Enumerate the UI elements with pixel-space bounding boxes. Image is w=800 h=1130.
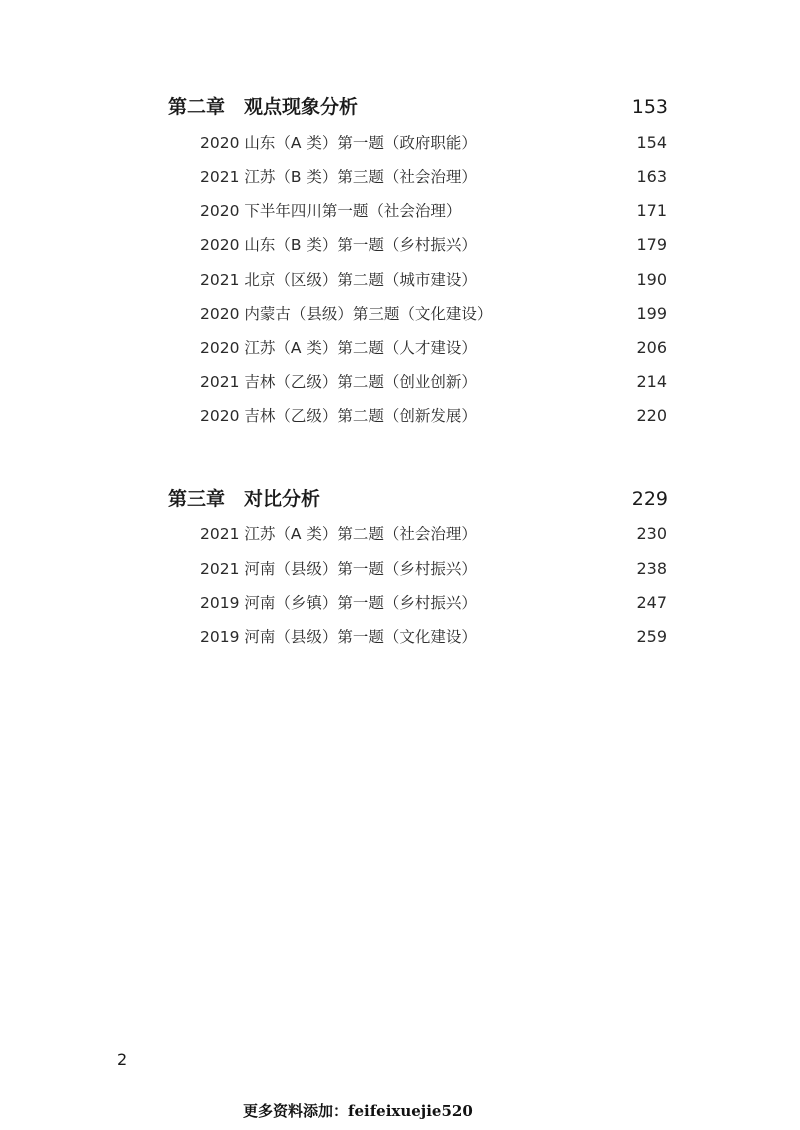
entry-title: 2021 河南（县级）第一题（乡村振兴） bbox=[200, 560, 477, 578]
toc-entry[interactable] bbox=[200, 404, 667, 426]
entry-title: 2019 河南（乡镇）第一题（乡村振兴） bbox=[200, 594, 477, 612]
entry-page: 238 bbox=[636, 559, 667, 578]
entry-page: 179 bbox=[636, 235, 667, 254]
footer-note: 更多资料添加：feifeixuejie520 bbox=[243, 1102, 473, 1120]
entry-title: 2021 江苏（B 类）第三题（社会治理） bbox=[200, 168, 477, 186]
entry-page: 190 bbox=[636, 270, 667, 289]
entry-title: 2020 下半年四川第一题（社会治理） bbox=[200, 202, 462, 220]
toc-entry[interactable] bbox=[200, 557, 667, 579]
entry-page: 171 bbox=[636, 201, 667, 220]
entry-page: 154 bbox=[636, 133, 667, 152]
entry-page: 230 bbox=[636, 524, 667, 543]
toc-entry[interactable] bbox=[200, 199, 667, 221]
toc-entry[interactable] bbox=[200, 131, 667, 153]
entry-page: 214 bbox=[636, 372, 667, 391]
entry-page: 247 bbox=[636, 593, 667, 612]
entry-page: 206 bbox=[636, 338, 667, 357]
chapter-page: 229 bbox=[631, 488, 668, 510]
toc-entry[interactable] bbox=[200, 233, 667, 255]
entry-title: 2019 河南（县级）第一题（文化建设） bbox=[200, 628, 477, 646]
chapter-page: 153 bbox=[631, 96, 668, 118]
toc-entry[interactable] bbox=[200, 625, 667, 647]
entry-title: 2020 内蒙古（县级）第三题（文化建设） bbox=[200, 305, 493, 323]
toc-entry[interactable] bbox=[200, 268, 667, 290]
entry-title: 2020 山东（B 类）第一题（乡村振兴） bbox=[200, 236, 477, 254]
toc-entry[interactable] bbox=[200, 302, 667, 324]
entry-title: 2021 北京（区级）第二题（城市建设） bbox=[200, 271, 477, 289]
entry-title: 2020 江苏（A 类）第二题（人才建设） bbox=[200, 339, 477, 357]
entry-page: 259 bbox=[636, 627, 667, 646]
entry-title: 2020 吉林（乙级）第二题（创新发展） bbox=[200, 407, 477, 425]
entry-title: 2020 山东（A 类）第一题（政府职能） bbox=[200, 134, 477, 152]
toc-entry[interactable] bbox=[200, 522, 667, 544]
chapter-heading[interactable] bbox=[168, 92, 668, 119]
page-number: 2 bbox=[117, 1050, 128, 1069]
toc-entry[interactable] bbox=[200, 336, 667, 358]
chapter-title: 第三章 对比分析 bbox=[168, 488, 321, 510]
toc-entry[interactable] bbox=[200, 591, 667, 613]
chapter-heading[interactable] bbox=[168, 484, 668, 511]
entry-page: 199 bbox=[636, 304, 667, 323]
toc-entry[interactable] bbox=[200, 165, 667, 187]
entry-page: 163 bbox=[636, 167, 667, 186]
toc-entry[interactable] bbox=[200, 370, 667, 392]
chapter-title: 第二章 观点现象分析 bbox=[168, 96, 359, 118]
entry-title: 2021 吉林（乙级）第二题（创业创新） bbox=[200, 373, 477, 391]
entry-page: 220 bbox=[636, 406, 667, 425]
entry-title: 2021 江苏（A 类）第二题（社会治理） bbox=[200, 525, 477, 543]
